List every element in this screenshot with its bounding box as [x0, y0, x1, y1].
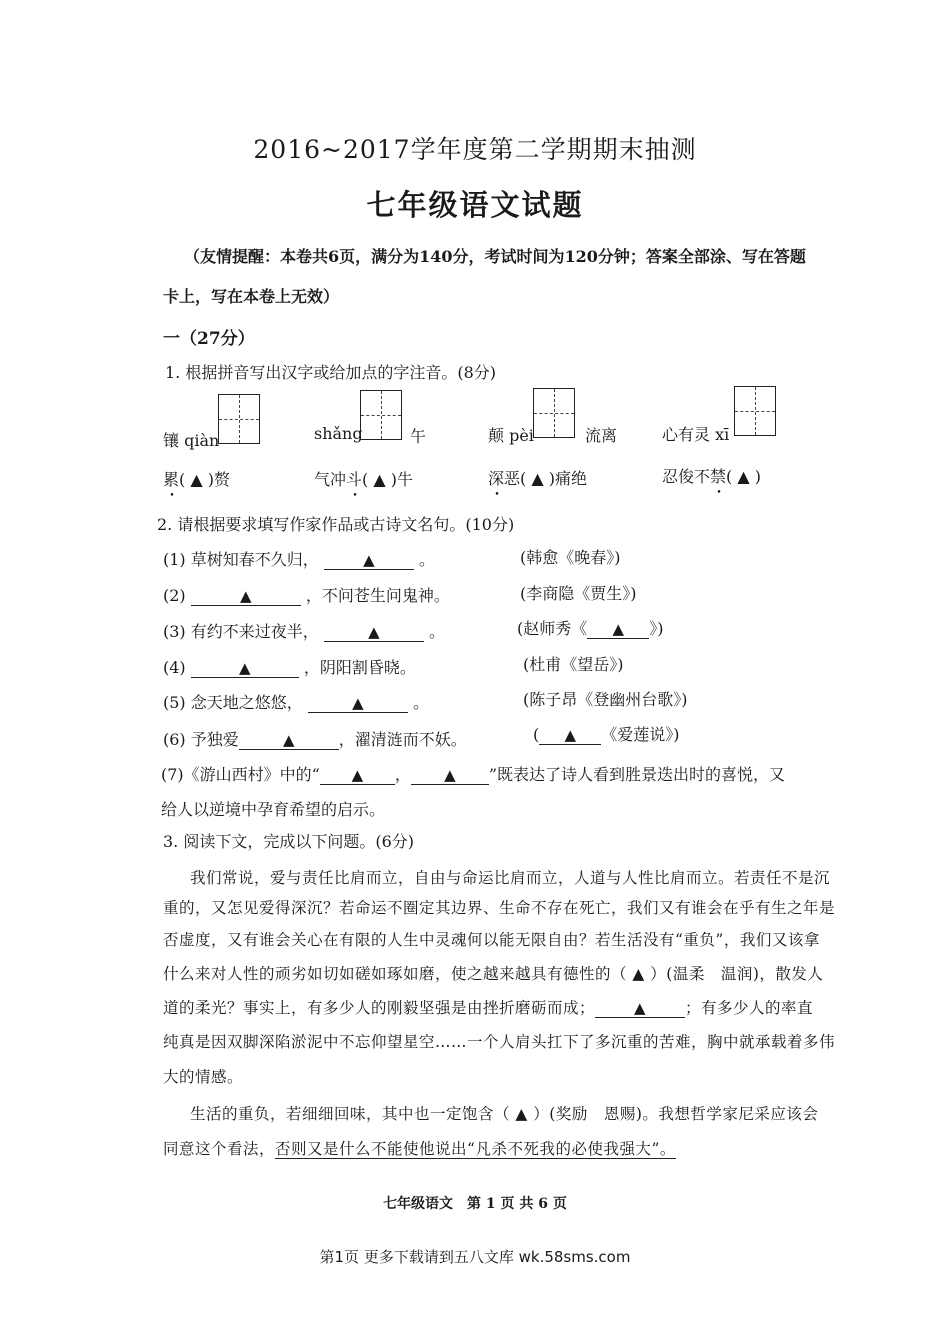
poem-item-5: (5) 念天地之悠悠， ▲ 。: [163, 693, 429, 712]
answer-blank[interactable]: ▲: [191, 587, 301, 606]
answer-blank[interactable]: ▲: [308, 694, 408, 713]
answer-blank[interactable]: ▲: [411, 766, 489, 785]
poem-item-7-cont: 给人以逆境中孕育希望的启示。: [161, 800, 386, 819]
poem-source-2: (李商隐《贾生》): [520, 584, 637, 603]
pinyin-item-3: 颠 pèi: [488, 426, 534, 445]
poem-item-3: (3) 有约不来过夜半， ▲ 。: [163, 622, 445, 641]
answer-blank[interactable]: ▲: [324, 551, 414, 570]
dotted-item-1: 累( ▲ )赘: [163, 470, 230, 489]
answer-blank[interactable]: ▲: [587, 620, 649, 639]
answer-blank[interactable]: ▲: [539, 726, 601, 745]
site-footer: 第1页 更多下载请到五八文库 wk.58sms.com: [319, 1248, 631, 1266]
dotted-item-3: 深恶( ▲ )痛绝: [488, 469, 587, 488]
exam-title: 2016~2017学年度第二学期期末抽测: [253, 135, 697, 164]
pinyin-item-2: shǎng: [314, 424, 363, 443]
question-3-stem: 3. 阅读下文，完成以下问题。(6分): [163, 832, 415, 851]
answer-box-2[interactable]: [360, 390, 402, 440]
exam-subtitle: 七年级语文试题: [366, 188, 584, 222]
answer-blank[interactable]: ▲: [595, 999, 685, 1018]
answer-blank[interactable]: ▲: [324, 623, 424, 642]
passage-line-8: 生活的重负，若细细回味，其中也一定饱含（ ▲ ）(奖励 恩赐)。我想哲学家尼采应该会: [190, 1105, 819, 1123]
answer-box-3[interactable]: [533, 388, 575, 438]
question-1-stem: 1. 根据拼音写出汉字或给加点的字注音。(8分): [165, 363, 497, 382]
reminder-line-2: 卡上，写在本卷上无效）: [163, 287, 340, 306]
answer-box-4[interactable]: [734, 386, 776, 436]
dotted-item-2: 气冲斗( ▲ )牛: [314, 470, 413, 489]
underlined-sentence: 否则又是什么不能使他说出“凡杀不死我的必使我强大”。: [275, 1140, 676, 1158]
reminder-line-1: （友情提醒：本卷共6页，满分为140分，考试时间为120分钟；答案全部涂、写在答题: [184, 247, 806, 266]
poem-source-5: (陈子昂《登幽州台歌》): [523, 690, 688, 709]
dotted-item-4: 忍俊不禁( ▲ ): [662, 467, 761, 486]
poem-item-6: (6) 予独爱 ▲ ，濯清涟而不妖。: [163, 730, 467, 749]
passage-line-5: 道的柔光？事实上，有多少人的刚毅坚强是由挫折磨砺而成； ▲ ；有多少人的率直: [163, 999, 814, 1017]
passage-line-3: 否虚度，又有谁会关心在有限的人生中灵魂何以能无限自由？若生活没有“重负”，我们又该拿: [163, 931, 820, 949]
poem-item-7: (7)《游山西村》中的“ ▲ ， ▲ ”既表达了诗人看到胜景迭出时的喜悦，又: [161, 765, 786, 784]
poem-item-1: (1) 草树知春不久归， ▲ 。: [163, 550, 435, 569]
poem-source-1: (韩愈《晚春》): [520, 548, 621, 567]
pinyin-item-4: 心有灵 xī: [662, 425, 730, 444]
passage-line-6: 纯真是因双脚深陷淤泥中不忘仰望星空……一个人肩头扛下了多沉重的苦难，胸中就承载着多伟: [163, 1033, 836, 1051]
pinyin-item-2-suffix: 午: [410, 427, 427, 446]
section-one-label: 一（27分）: [163, 329, 255, 349]
passage-line-7: 大的情感。: [163, 1068, 244, 1086]
question-2-stem: 2. 请根据要求填写作家作品或古诗文名句。(10分): [157, 515, 515, 534]
pinyin-item-3-suffix: 流离: [585, 426, 618, 445]
pinyin-item-1: 镶 qiàn: [163, 431, 220, 450]
poem-item-4: (4) ▲ ，阴阳割昏晓。: [163, 658, 416, 677]
passage-line-9: 同意这个看法，否则又是什么不能使他说出“凡杀不死我的必使我强大”。: [163, 1140, 676, 1158]
passage-line-1: 我们常说，爱与责任比肩而立，自由与命运比肩而立，人道与人性比肩而立。若责任不是沉: [190, 869, 831, 887]
poem-item-2: (2) ▲ ，不问苍生问鬼神。: [163, 586, 450, 605]
poem-source-3: (赵师秀《 ▲ 》): [517, 619, 664, 638]
answer-blank[interactable]: ▲: [320, 766, 395, 785]
poem-source-6: ( ▲ 《爱莲说》): [533, 725, 680, 744]
passage-line-4: 什么来对人性的顽劣如切如磋如琢如磨，使之越来越具有德性的（ ▲ ）(温柔 温润)，散发人: [163, 965, 824, 983]
answer-blank[interactable]: ▲: [239, 731, 339, 750]
answer-blank[interactable]: ▲: [191, 659, 299, 678]
answer-box-1[interactable]: [218, 394, 260, 444]
page-number: 七年级语文 第 1 页 共 6 页: [383, 1196, 567, 1212]
passage-line-2: 重的，又怎见爱得深沉？若命运不圈定其边界、生命不存在死亡，我们又有谁会在乎有生之年是: [163, 899, 836, 917]
poem-source-4: (杜甫《望岳》): [523, 655, 624, 674]
